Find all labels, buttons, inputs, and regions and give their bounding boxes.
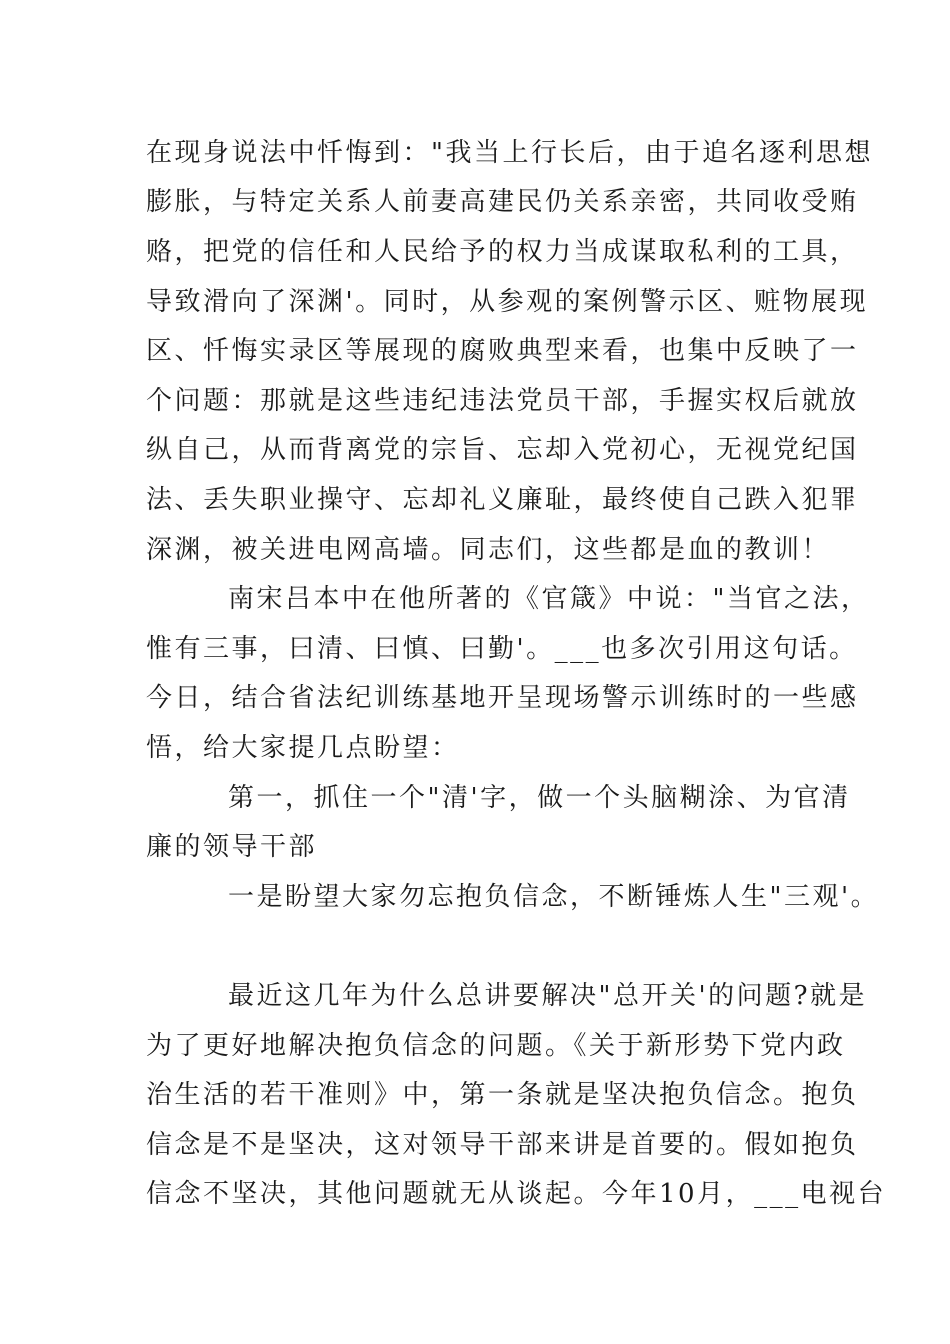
text-line: 今日，结合省法纪训练基地开呈现场警示训练时的一些感 [146,683,859,713]
text-line: 为了更好地解决抱负信念的问题。《关于新形势下党内政 [146,1031,846,1061]
text-line: 惟有三事，曰清、曰慎、曰勤'。___也多次引用这句话。 [146,634,858,664]
paragraph-first-line: 南宋吕本中在他所著的《官箴》中说："当官之法， [228,584,870,614]
text-line: 法、丢失职业操守、忘却礼义廉耻，最终使自己跌入犯罪 [146,485,859,515]
point-heading: 一是盼望大家勿忘抱负信念，不断锤炼人生"三观'。 [228,882,880,912]
text-line: 膨胀，与特定关系人前妻高建民仍关系亲密，共同收受贿 [146,187,859,217]
text-line: 悟，给大家提几点盼望： [146,733,460,763]
text-line: 个问题：那就是这些违纪违法党员干部，手握实权后就放 [146,386,859,416]
text-line: 治生活的若干准则》中，第一条就是坚决抱负信念。抱负 [146,1080,859,1110]
text-line: 纵自己，从而背离党的宗旨、忘却入党初心，无视党纪国 [146,435,859,465]
text-line: 信念是不是坚决，这对领导干部来讲是首要的。假如抱负 [146,1130,859,1160]
paragraph-first-line: 最近这几年为什么总讲要解决"总开关'的问题?就是 [228,981,868,1011]
text-line: 深渊，被关进电网高墙。同志们，这些都是血的教训！ [146,535,831,565]
text-line: 在现身说法中忏悔到："我当上行长后，由于追名逐利思想 [146,138,873,168]
text-line: 赂，把党的信任和人民给予的权力当成谋取私利的工具， [146,237,859,267]
section-heading-continued: 廉的领导干部 [146,832,318,862]
section-heading: 第一，抓住一个"清'字，做一个头脑糊涂、为官清 [228,783,851,813]
text-line: 导致滑向了深渊'。同时，从参观的案例警示区、赃物展现 [146,287,869,317]
text-line: 区、忏悔实录区等展现的腐败典型来看，也集中反映了一 [146,336,859,366]
text-line: 信念不坚决，其他问题就无从谈起。今年10月，___电视台 [146,1179,887,1209]
